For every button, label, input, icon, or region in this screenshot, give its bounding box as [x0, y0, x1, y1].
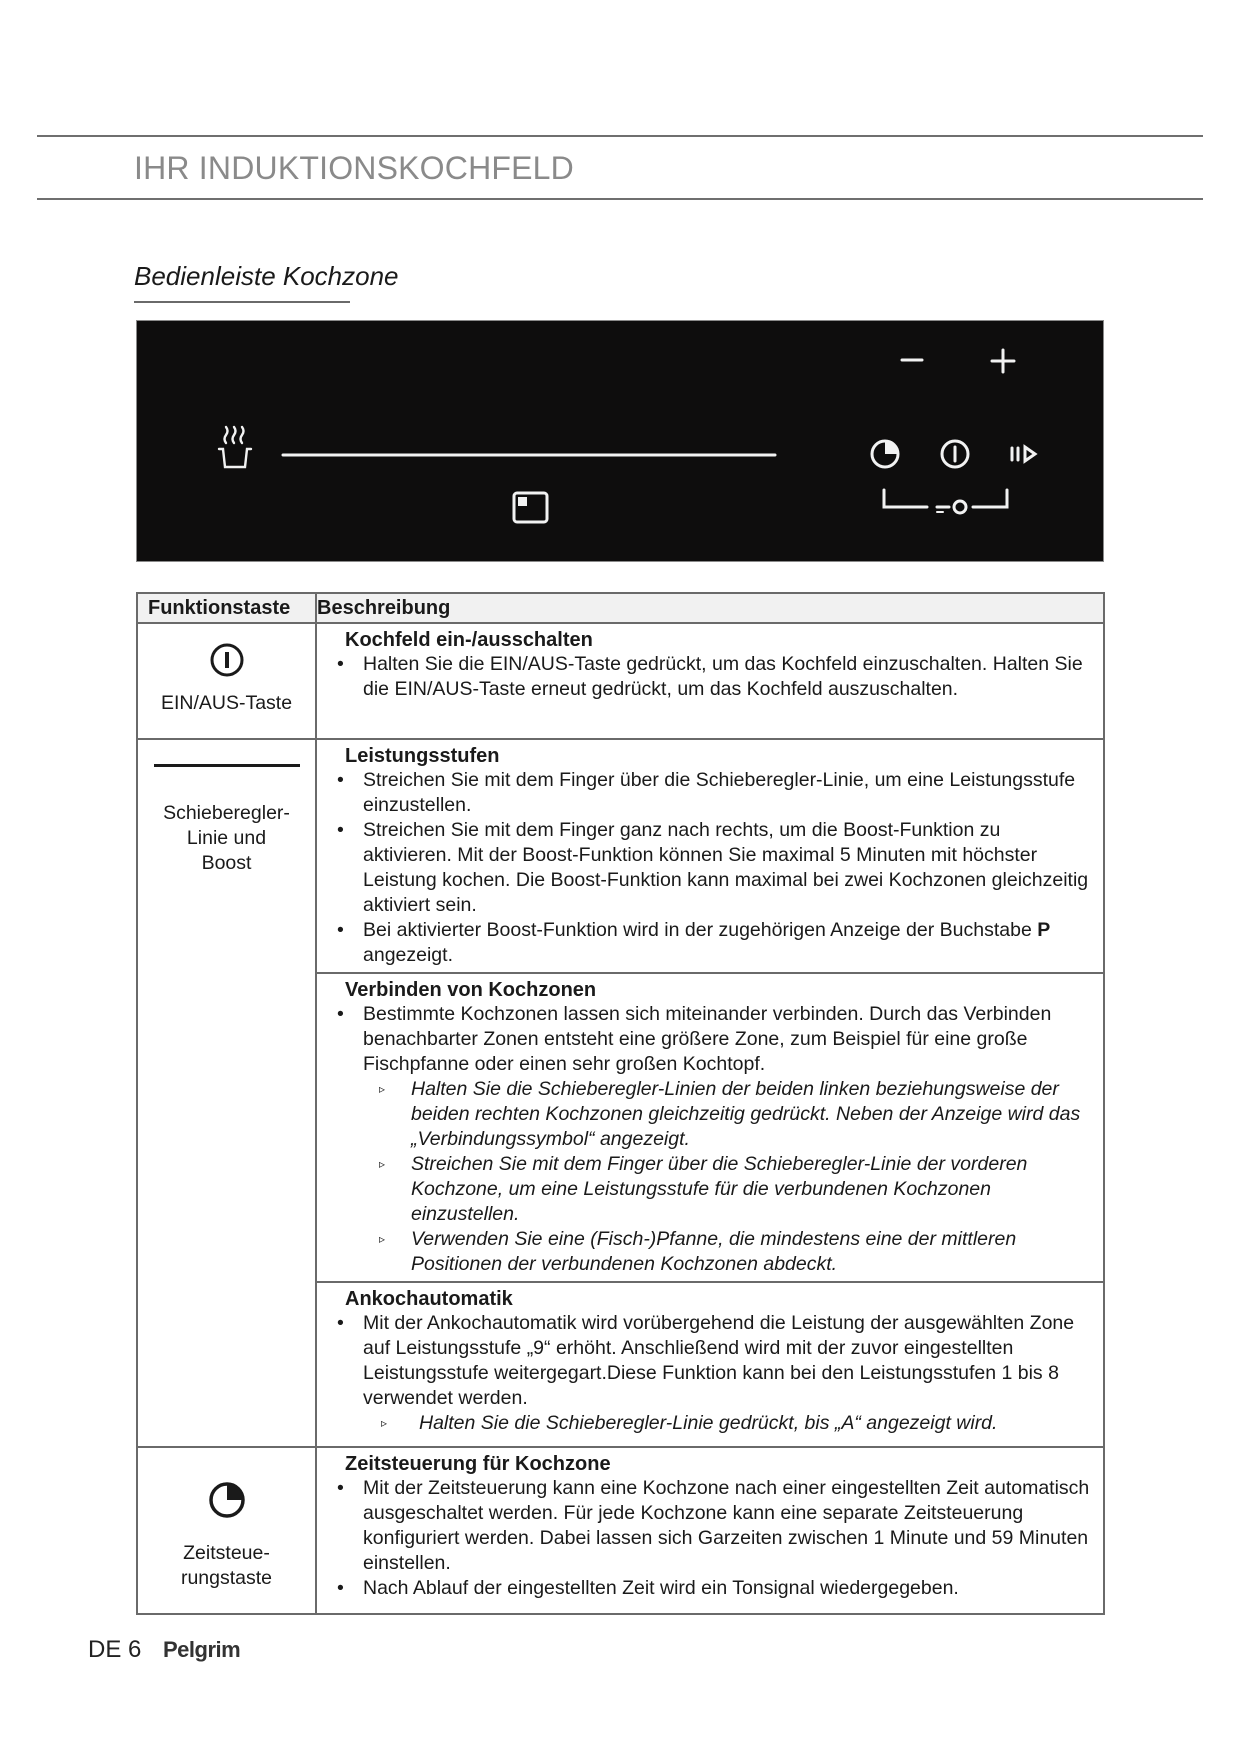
desc-cell-power-levels — [316, 739, 1104, 973]
step-text: Halten Sie die Schieberegler-Linien der beiden linken beziehungsweise der beiden rechten Kochzonen gleichzeitig gedrückt. Neben der Anzeige wird das „Verbindungssymbol“ angezeigt. — [411, 1078, 1081, 1150]
desc-bullet: • Mit der Zeitsteuerung kann eine Kochzone nach einer eingestellten Zeit automatisch ausgeschaltet werden. Für jede Kochzone kann eine separate Zeitsteuerung konfiguriert werden. Dabei lassen sich Garzeiten zwischen 1 Minute und 59 Minuten einstellen. — [329, 1476, 1093, 1576]
plus-icon — [992, 350, 1014, 372]
step-marker-icon: ▹ — [379, 1082, 386, 1096]
desc-bullet: • Streichen Sie mit dem Finger über die Schieberegler-Linie, um eine Leistungsstufe einzustellen. — [329, 768, 1093, 818]
power-icon — [942, 441, 968, 467]
desc-cell-timer — [316, 1447, 1104, 1614]
key-cell-power — [137, 623, 316, 739]
desc-bullet: • Nach Ablauf der eingestellten Zeit wird ein Tonsignal wiedergegeben. — [329, 1576, 1093, 1601]
section-title: Bedienleiste Kochzone — [134, 261, 399, 291]
desc-text: Bei aktivierter Boost-Funktion wird in der zugehörigen Anzeige der Buchstabe — [363, 919, 1038, 941]
desc-bullet: • Mit der Ankochautomatik wird vorübergehend die Leistung der ausgewählten Zone auf Leistungsstufe „9“ erhöht. Anschließend wird mit der zuvor eingestellten Leistungsstufe weitergegart.Diese Funktion kann bei den Leistungsstufen 1 bis 8 verwendet werden. — [329, 1311, 1093, 1411]
power-icon — [207, 640, 247, 680]
header-rule-bottom — [37, 198, 1203, 200]
section-underline — [134, 301, 350, 303]
key-label-slider-1: Schieberegler- — [163, 802, 290, 824]
desc-bullet: • Streichen Sie mit dem Finger ganz nach rechts, um die Boost-Funktion zu aktivieren. Mit der Boost-Funktion können Sie maximal 5 Minuten mit höchster Leistung kochen. Die Boost-Funktion kann maximal bei zwei Kochzonen gleichzeitig aktiviert sein. — [329, 818, 1093, 918]
key-label-timer-2: rungstaste — [180, 1567, 273, 1589]
step-text: Streichen Sie mit dem Finger über die Schieberegler-Linie der vorderen Kochzone, um eine Leistungsstufe für die verbundenen Kochzonen einzustellen. — [411, 1153, 1028, 1225]
lock-bracket-icon — [884, 490, 1007, 513]
step-text: Verwenden Sie eine (Fisch-)Pfanne, die mindestens eine der mittleren Positionen der verbundenen Kochzonen abdeckt. — [411, 1228, 1017, 1275]
step-marker-icon: ▹ — [381, 1416, 388, 1430]
pause-play-icon — [1012, 447, 1035, 461]
desc-step — [329, 1152, 1093, 1227]
desc-title-power-levels: Leistungsstufen — [345, 745, 500, 767]
step-text: Halten Sie die Schieberegler-Linie gedrückt, bis „A“ angezeigt wird. — [419, 1412, 998, 1434]
control-panel-illustration — [136, 320, 1104, 562]
timer-icon — [205, 1478, 249, 1522]
key-label-power: EIN/AUS-Taste — [160, 692, 293, 714]
desc-title-auto-heat: Ankochautomatik — [345, 1288, 513, 1310]
step-marker-icon: ▹ — [379, 1157, 386, 1171]
desc-text: angezeigt. — [363, 944, 453, 966]
brand-logo: Pelgrim — [163, 1637, 241, 1662]
desc-title-bridge: Verbinden von Kochzonen — [345, 979, 597, 1001]
column-header-description: Beschreibung — [316, 593, 1104, 623]
pot-heat-icon — [219, 427, 251, 467]
step-marker-icon: ▹ — [379, 1232, 386, 1246]
chapter-title: IHR INDUKTIONSKOCHFELD — [134, 150, 574, 186]
table-row-timer — [137, 1447, 1104, 1614]
desc-title-timer: Zeitsteuerung für Kochzone — [345, 1453, 611, 1475]
desc-bullet: • Halten Sie die EIN/AUS-Taste gedrückt, um das Kochfeld einzuschalten. Halten Sie die EIN/AUS-Taste erneut gedrückt, um das Kochfeld auszuschalten. — [329, 652, 1093, 702]
table-row-power-levels — [137, 739, 1104, 973]
column-header-key: Funktionstaste — [137, 593, 316, 623]
key-label-timer-1: Zeitsteue- — [183, 1542, 270, 1564]
desc-bullet — [329, 918, 1093, 968]
control-panel-graphics — [137, 321, 1105, 563]
table-row-power — [137, 623, 1104, 739]
header-rule-top — [37, 135, 1203, 137]
desc-title-power: Kochfeld ein-/ausschalten — [345, 629, 593, 651]
key-label-slider-2: Linie und — [186, 827, 267, 849]
desc-cell-power — [316, 623, 1104, 739]
desc-cell-bridge — [316, 973, 1104, 1282]
desc-cell-auto-heat — [316, 1282, 1104, 1447]
slider-line-icon — [154, 764, 300, 767]
desc-step — [329, 1227, 1093, 1277]
function-key-table — [136, 592, 1105, 1615]
key-label-slider-3: Boost — [201, 852, 252, 874]
timer-icon-quarter — [885, 441, 898, 454]
bridge-icon-square — [518, 497, 527, 506]
desc-bold-letter: P — [1037, 919, 1051, 941]
key-cell-slider — [137, 739, 316, 1447]
page-number: DE 6 — [88, 1636, 142, 1663]
desc-bullet: • Bestimmte Kochzonen lassen sich miteinander verbinden. Durch das Verbinden benachbarter Zonen entsteht eine größere Zone, zum Beispiel für eine große Fischpfanne oder einen sehr großen Kochtopf. — [329, 1002, 1093, 1077]
table-header-row — [137, 593, 1104, 623]
desc-step — [329, 1411, 1093, 1436]
key-cell-timer — [137, 1447, 316, 1614]
desc-step — [329, 1077, 1093, 1152]
